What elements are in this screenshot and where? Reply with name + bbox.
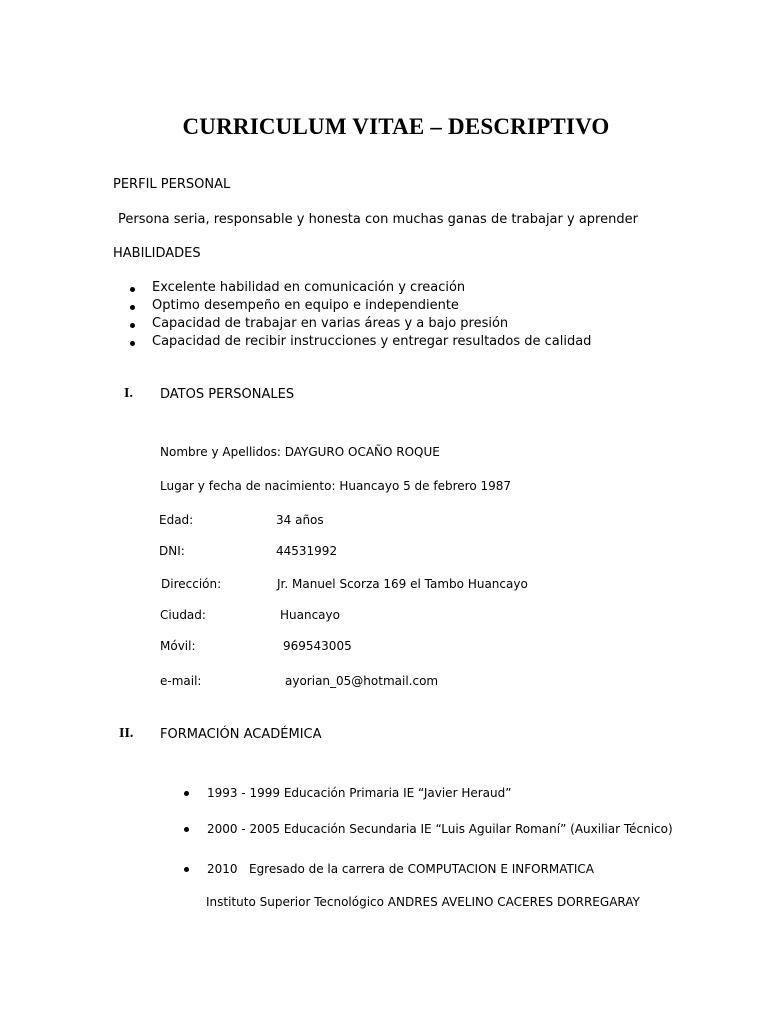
field-value: Huancayo <box>280 608 340 622</box>
section-numeral: II. <box>119 726 134 741</box>
habilidad-text: Excelente habilidad en comunicación y creación <box>152 280 466 295</box>
institution-line: Instituto Superior Tecnológico ANDRES AVELINO CACERES DORREGARAY <box>206 895 640 909</box>
field-label: Dirección: <box>161 577 222 591</box>
field-label: DNI: <box>159 544 185 558</box>
field-label: Edad: <box>159 513 194 527</box>
bullet-icon <box>130 305 135 310</box>
formacion-heading: FORMACIÓN ACADÉMICA <box>160 727 322 742</box>
field-label: e-mail: <box>160 674 202 688</box>
bullet-icon <box>130 323 135 328</box>
field-value: 969543005 <box>283 639 352 653</box>
perfil-text: Persona seria, responsable y honesta con muchas ganas de trabajar y aprender <box>118 212 638 227</box>
section-numeral: I. <box>124 386 133 401</box>
field-value: 44531992 <box>276 544 338 558</box>
field-value: 34 años <box>276 513 324 527</box>
datos-heading: DATOS PERSONALES <box>160 387 295 402</box>
bullet-icon <box>184 827 189 832</box>
formacion-item: 1993 - 1999 Educación Primaria IE “Javier Heraud” <box>207 786 512 800</box>
bullet-icon <box>184 867 189 872</box>
lugar-line: Lugar y fecha de nacimiento: Huancayo 5 de febrero 1987 <box>160 479 512 493</box>
field-value: Jr. Manuel Scorza 169 el Tambo Huancayo <box>277 577 528 591</box>
formacion-item: 2000 - 2005 Educación Secundaria IE “Luis Aguilar Romaní” (Auxiliar Técnico) <box>207 822 673 836</box>
habilidad-text: Capacidad de trabajar en varias áreas y a bajo presión <box>152 316 509 331</box>
field-label: Móvil: <box>160 639 196 653</box>
nombre-line: Nombre y Apellidos: DAYGURO OCAÑO ROQUE <box>160 445 440 459</box>
habilidad-text: Optimo desempeño en equipo e independiente <box>152 298 459 313</box>
habilidades-heading: HABILIDADES <box>113 246 201 261</box>
habilidad-text: Capacidad de recibir instrucciones y entregar resultados de calidad <box>152 334 592 349</box>
email-value: ayorian_05@hotmail.com <box>285 674 439 688</box>
perfil-heading: PERFIL PERSONAL <box>113 177 231 192</box>
bullet-icon <box>184 791 189 796</box>
document-title: CURRICULUM VITAE – DESCRIPTIVO <box>182 114 610 139</box>
bullet-icon <box>130 341 135 346</box>
field-label: Ciudad: <box>160 608 206 622</box>
bullet-icon <box>130 287 135 292</box>
formacion-item: 2010 Egresado de la carrera de COMPUTACION E INFORMATICA <box>207 862 595 876</box>
